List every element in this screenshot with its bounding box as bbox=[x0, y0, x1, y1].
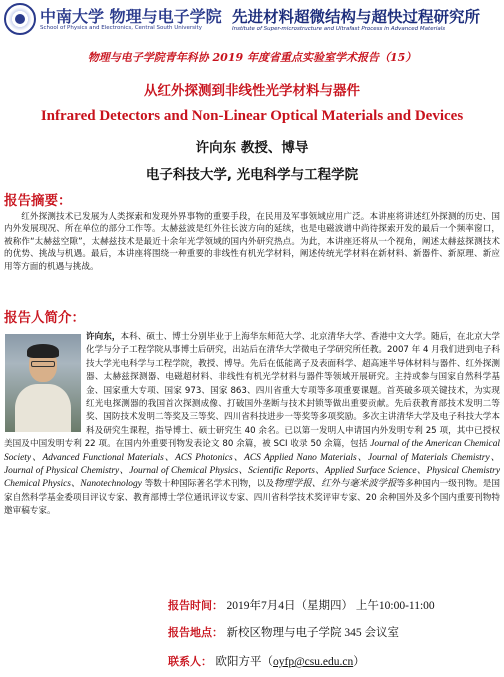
contact-email-link[interactable]: oyfp@csu.edu.cn bbox=[273, 656, 354, 668]
time-label: 报告时间： bbox=[168, 599, 223, 612]
bio-heading: 报告人简介： bbox=[4, 310, 85, 326]
bio-text bbox=[4, 331, 500, 519]
contact-row bbox=[168, 653, 365, 669]
institute-name-en: Institute of Super-microstructure and Ultrafast Process in Advanced Materials bbox=[232, 26, 446, 32]
bio-text-2: 等数十种国际著名学术刊物，以及 bbox=[141, 479, 275, 490]
report-series-title: 物理与电子学院青年科协 2019 年度省重点实验室学术报告（15） bbox=[87, 51, 417, 64]
bio-journals: Journal of the American Chemical Society、Advanced Functional Materials、ACS Photonics、ACS Applied Nano Materials、Journal of Materials Chemistry、Journal of Physical Chemistry、Journal of Chemical Physics、Scientific Reports、Applied Surface Science、Physical Chemistry Chemical Physics、Nanotechnology bbox=[4, 439, 500, 490]
school-name-en: School of Physics and Electronics, Central South University bbox=[40, 25, 202, 31]
time-value: 2019年7月4日（星期四） 上午10:00-11:00 bbox=[226, 600, 435, 612]
bio-text-3: 等多种国内一级刊物。是国家自然科学基金委项目评议专家、教育部博士学位通讯评议专家、四川省科学技术奖评审专家、20 余种国外及多个国内重要刊物特邀审稿专家。 bbox=[4, 479, 500, 517]
bio-text-1: 本科、硕士、博士分别毕业于上海华东师范大学、北京清华大学、香港中文大学。随后，在北京大学化学与分子工程学院从事博士后研究，出站后在清华大学微电子学研究所任教。2007 年 4 月我们进到电子科技大学光电科学与工程学院，教授、博导。先后在低能离子及表面科学、超高速半导体材料与器件、红外探测器、太赫兹探测器、电磁超材料、非线性有机光学材料与器件等领域开展研究。主持或参与国家自然科学基金、国家重大专项、国家 973、国家 863、四川省重大专项等多项重要课题。首英破多项关键技术，为实现红光电探测器的我国首次探测成像、打破国外垄断与技术封锁等做出重要贡献。先后获教育部技术发明二等奖、国防技术发明二等奖及三等奖、四川省科技进步一等奖等多项奖励。多次主讲清华大学及电子科技大学本科及研究生课程，指导博士、硕士研究生 40 余名。已以第一发明人申请国内外发明专利 25 项，其中已授权美国及中国发明专利 22 项。在国内外重要刊物发表论文 80 余篇，被 SCI 收录 50 余篇，包括 bbox=[4, 332, 500, 450]
place-row bbox=[168, 624, 399, 640]
time-row bbox=[168, 597, 435, 613]
contact-name: 欧阳方平（ bbox=[215, 656, 273, 668]
page-header bbox=[0, 0, 504, 46]
talk-title-cn: 从红外探测到非线性光学材料与器件 bbox=[144, 83, 360, 99]
institute-name-cn: 先进材料超微结构与超快过程研究所 bbox=[232, 8, 481, 26]
abstract-heading: 报告摘要： bbox=[4, 193, 72, 209]
speaker-name: 许向东 教授、博导 bbox=[195, 140, 309, 156]
speaker-affiliation: 电子科技大学, 光电科学与工程学院 bbox=[145, 167, 359, 183]
contact-close: ） bbox=[353, 656, 365, 668]
place-value: 新校区物理与电子学院 345 会议室 bbox=[226, 627, 399, 639]
bio-name: 许向东， bbox=[86, 332, 121, 342]
place-label: 报告地点： bbox=[168, 626, 223, 639]
contact-label: 联系人： bbox=[168, 655, 212, 668]
university-logo-icon bbox=[4, 3, 36, 35]
school-name-cn: 中南大学 物理与电子学院 bbox=[40, 7, 222, 26]
abstract-text: 红外探测技术已发展为人类探索和发现外界事物的重要手段，在民用及军事领域应用广泛。本讲座将讲述红外探测的历史、国内外发展现况、所在单位的部分工作等。太赫兹波是红外往长波方向的延续，也是电磁波谱中尚待探索开发的最后一个频率窗口，被称作“太赫兹空隙”，太赫兹技术是最近十余年光学领域的国内外研究热点。为此，本讲座还将从一个视角，阐述太赫兹探测技术的优势、挑战与机遇。最后，本讲座将围绕一种重要的非线性有机光学材料，阐述传统光学材料在新材料、新器件、新原理、新应用等方面的机遇与挑战。 bbox=[4, 212, 500, 272]
talk-title-en: Infrared Detectors and Non-Linear Optical Materials and Devices bbox=[40, 108, 464, 124]
bio-journals-cn: 物理学报、红外与毫米波学报 bbox=[274, 479, 397, 490]
